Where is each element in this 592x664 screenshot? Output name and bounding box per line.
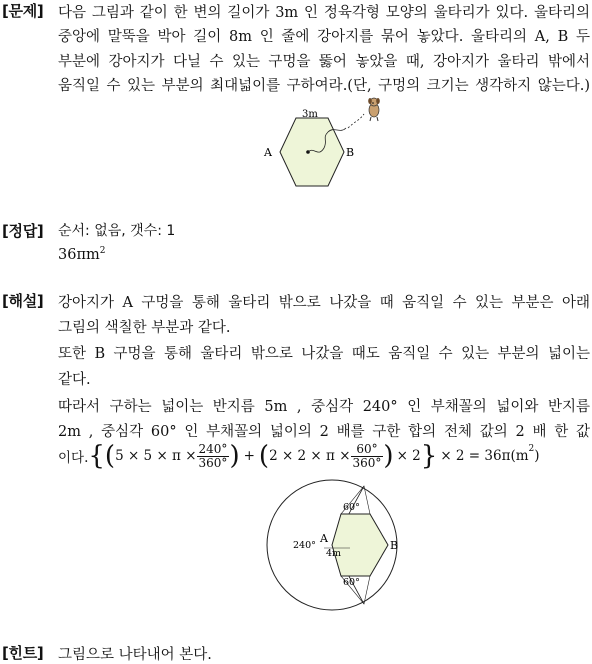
answer-value-prefix: 36π (58, 246, 86, 263)
solution-line-4: 같다. (58, 372, 91, 388)
fraction-1-denominator: 360° (198, 455, 228, 470)
fraction-2-denominator: 360° (352, 455, 382, 470)
problem-point-b: B (346, 146, 355, 159)
formula-paren-open-1: ( (104, 441, 116, 471)
formula-paren-close-1: ) (229, 441, 240, 471)
formula-fraction-2 (351, 443, 384, 470)
solution-line-1: 강아지가 A 구멍을 통해 울타리 밖으로 나갔을 때 움직일 수 있는 부분은 아래 (58, 295, 590, 311)
problem-point-a: A (264, 146, 272, 159)
formula-paren-open-2: ( (258, 441, 270, 471)
answer-label: [정답] (2, 222, 44, 240)
answer-value-unit: m (85, 246, 100, 263)
solution-line-3: 또한 B 구멍을 통해 울타리 밖으로 나갔을 때도 움직일 수 있는 부분의 넓이는 (58, 346, 590, 362)
solution-line-6: 2m , 중심각 60° 인 부채꼴의 넓이의 2 배를 구한 합의 전체 값의 2 배 한 값 (58, 424, 590, 440)
solution-point-a: A (320, 532, 328, 545)
problem-line-4: 움직일 수 있는 부분의 최대넓이를 구하여라.(단, 구멍의 크기는 생각하지 않는다.) (58, 78, 590, 94)
solution-line-5: 따라서 구하는 넓이는 반지름 5m , 중심각 240° 인 부채꼴의 넓이와 반지름 (58, 399, 590, 415)
formula-brace-open: { (88, 441, 105, 471)
solution-figure (246, 476, 416, 616)
solution-line-2: 그림의 색칠한 부분과 같다. (58, 320, 231, 336)
formula-tail-close: ) (534, 448, 540, 464)
formula-plus: + (243, 448, 255, 464)
answer-value-exp: 2 (99, 246, 106, 256)
solution-angle-bottom: 60° (343, 577, 360, 588)
problem-line-3: 부분에 강아지가 다닐 수 있는 구멍을 뚫어 놓았을 때, 강아지가 울타리 밖에서 (58, 54, 590, 70)
formula-brace-close: } (420, 441, 438, 471)
hint-text: 그림으로 나타내어 본다. (58, 647, 212, 663)
problem-side-label: 3m (302, 109, 318, 120)
solution-label: [해설] (2, 292, 44, 310)
hint-label: [힌트] (2, 644, 44, 662)
formula-term-1: 5 × 5 × π × (115, 448, 197, 464)
solution-length-label: 4m (326, 548, 342, 559)
problem-label: [문제] (2, 2, 44, 20)
solution-point-b: B (390, 539, 399, 552)
fraction-2-numerator: 60° (351, 443, 384, 457)
answer-value (58, 246, 105, 263)
solution-hexagon (332, 514, 388, 576)
formula-paren-close-2: ) (383, 441, 394, 471)
formula-tail: × 2 = 36π(m (440, 448, 529, 464)
fraction-1-numerator: 240° (198, 441, 228, 456)
formula-fraction-1 (197, 443, 230, 470)
hexagon-fence (280, 118, 344, 186)
solution-angle-top: 60° (343, 502, 360, 513)
solution-formula (58, 436, 540, 476)
formula-tail-exp: 2 (528, 444, 535, 454)
solution-angle-left: 240° (293, 540, 316, 551)
formula-prefix: 이다. (58, 450, 89, 466)
problem-hexagon-figure (258, 98, 408, 190)
answer-meta: 순서: 없음, 갯수: 1 (58, 223, 176, 239)
formula-times-2: × 2 (396, 448, 421, 464)
problem-line-1: 다음 그림과 같이 한 변의 길이가 3m 인 정육각형 모양의 울타리가 있다. 울타리의 (58, 5, 590, 21)
problem-line-2: 중앙에 말뚝을 박아 길이 8m 인 줄에 강아지를 묶어 놓았다. 울타리의 A, B 두 (58, 29, 590, 45)
dog-icon (368, 98, 380, 121)
formula-term-2: 2 × 2 × π × (269, 448, 351, 464)
dog-path-dashes (348, 114, 364, 128)
